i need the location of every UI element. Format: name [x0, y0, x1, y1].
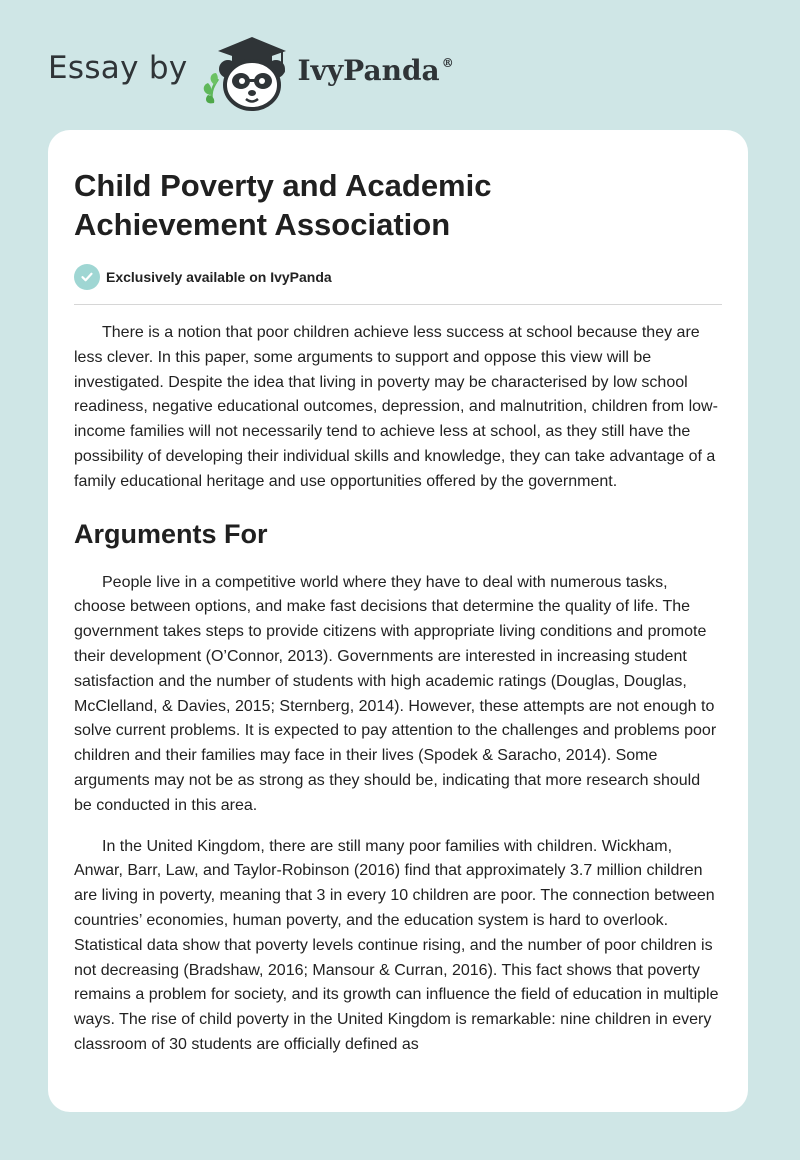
exclusive-label: Exclusively available on IvyPanda: [106, 269, 332, 285]
registered-mark: ®: [441, 55, 454, 70]
panda-graduate-logo-icon[interactable]: [198, 29, 294, 113]
intro-paragraph: There is a notion that poor children achieve less success at school because they are less clever. In this paper, some arguments to support and oppose this view will be investigated. Despite the idea that living in poverty may be characterised by low school readiness, negative educational outcomes, depression, and malnutrition, children from low-income families will not necessarily tend to achieve less at school, as they still have the possibility of developing their individual skills and knowledge, they can take advantage of a family educational heritage and use opportunities offered by the government.: [74, 324, 718, 490]
essay-by-label: Essay by: [48, 50, 188, 86]
page-title: Child Poverty and Academic Achievement Association: [74, 168, 492, 242]
brand-label: IvyPanda: [297, 53, 440, 87]
section-heading-arguments-for: Arguments For: [74, 518, 268, 549]
site-header: [48, 28, 454, 118]
essay-card: [48, 130, 748, 1112]
body-paragraph: In the United Kingdom, there are still many poor families with children. Wickham, Anwar, Barr, Law, and Taylor-Robinson (2016) find that approximately 3.7 million children are living in poverty, meaning that 3 in every 10 children are poor. The connection between countries’ economies, human poverty, and the education system is hard to overlook. Statistical data show that poverty levels continue rising, and the number of poor children is not decreasing (Bradshaw, 2016; Mansour & Curran, 2016). This fact shows that poverty remains a problem for society, and its growth can influence the field of education in multiple ways. The rise of child poverty in the United Kingdom is remarkable: nine children in every classroom of 30 students are officially defined as: [74, 837, 719, 1053]
body-paragraph: People live in a competitive world where they have to deal with numerous tasks, choose between options, and make fast decisions that determine the quality of life. The government takes steps to provide citizens with appropriate living conditions and promote their development (O’Connor, 2013). Governments are interested in increasing student satisfaction and the number of students with high academic ratings (Douglas, Douglas, McClelland, & Davies, 2015; Sternberg, 2014). However, these attempts are not enough to solve current problems. It is expected to pay attention to the challenges and problems poor children and their families may face in their lives (Spodek & Saracho, 2014). Some arguments may not be as strong as they should be, indicating that more research should be conducted in this area.: [74, 573, 717, 814]
exclusive-badge: [74, 264, 722, 305]
check-circle-icon: [74, 264, 100, 290]
brand-name[interactable]: [298, 54, 454, 87]
